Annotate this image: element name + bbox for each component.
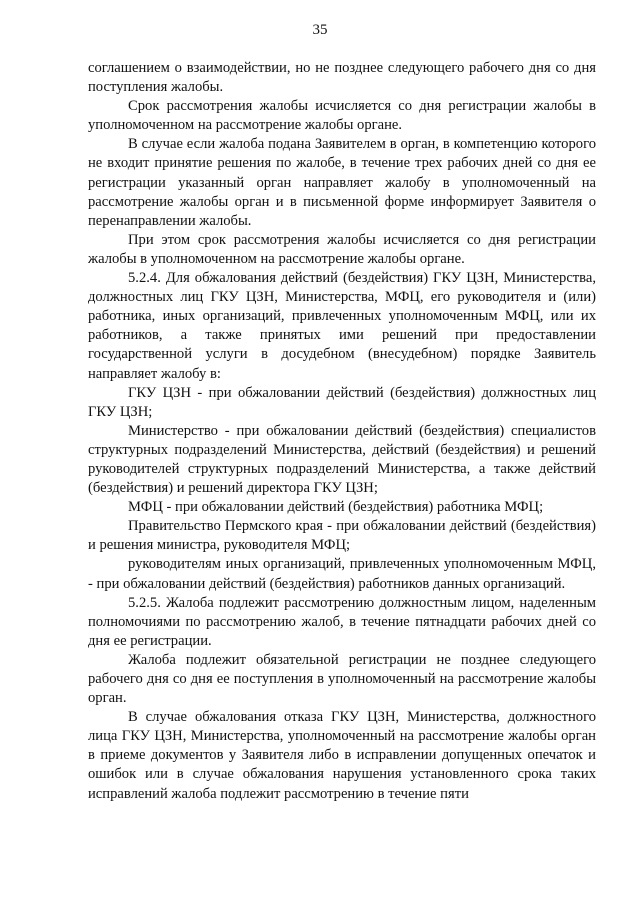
paragraph-mfc: МФЦ - при обжаловании действий (бездействия) работника МФЦ; (128, 499, 544, 516)
paragraph-ministry: Министерство - при обжаловании действий (бездействия) специалистов структурных подразделений Министерства, действий (бездействия) и решений руководителей структурных подразделений Министерства, а также действий (бездействия) и решений директора ГКУ ЦЗН; (88, 422, 596, 497)
paragraph-review-term: Срок рассмотрения жалобы исчисляется со дня регистрации жалобы в уполномоченном на рассмотрение жалобы органе. (88, 98, 596, 134)
paragraph-redirect: В случае если жалоба подана Заявителем в орган, в компетенцию которого не входит принятие решения по жалобе, в течение трех рабочих дней со дня ее регистрации указанный орган направляет жалобу в уполномоченный на рассмотрение жалобы орган и в письменной форме информирует Заявителя о перенаправлении жалобы. (88, 136, 596, 229)
page-number: 35 (312, 22, 328, 38)
document-body (88, 59, 596, 804)
paragraph-gku-czn: ГКУ ЦЗН - при обжаловании действий (бездействия) должностных лиц ГКУ ЦЗН; (88, 384, 596, 420)
paragraph-redirect-term: При этом срок рассмотрения жалобы исчисляется со дня регистрации жалобы в уполномоченном на рассмотрение жалобы органе. (88, 231, 596, 267)
paragraph-5-2-5: 5.2.5. Жалоба подлежит рассмотрению должностным лицом, наделенным полномочиями по рассмотрению жалоб, в течение пятнадцати рабочих дней со дня ее регистрации. (88, 594, 596, 649)
paragraph-registration: Жалоба подлежит обязательной регистрации не позднее следующего рабочего дня со дня ее поступления в уполномоченный на рассмотрение жалобы орган. (88, 651, 596, 707)
paragraph-5-2-4: 5.2.4. Для обжалования действий (бездействия) ГКУ ЦЗН, Министерства, должностных лиц ГКУ ЦЗН, Министерства, МФЦ, его руководителя и (или) работника, иных организаций, привлеченных уполномоченным МФЦ, или их работников, а также принятых ими решений при предоставлении государственной услуги в досудебном (внесудебном) порядке Заявитель направляет жалобу в: (88, 270, 596, 382)
paragraph-refusal-appeal: В случае обжалования отказа ГКУ ЦЗН, Министерства, должностного лица ГКУ ЦЗН, Министерства, уполномоченный на рассмотрение жалобы орган в приеме документов у Заявителя либо в исправлении допущенных опечаток и ошибок или в случае обжалования нарушения установленного срока таких исправлений жалоба подлежит рассмотрению в течение пяти (88, 709, 596, 802)
paragraph-continuation: соглашением о взаимодействии, но не позднее следующего рабочего дня со дня поступления жалобы. (88, 60, 596, 96)
paragraph-government: Правительство Пермского края - при обжаловании действий (бездействия) и решения министра, руководителя МФЦ; (88, 518, 596, 554)
paragraph-other-orgs: руководителям иных организаций, привлеченных уполномоченным МФЦ, - при обжаловании действий (бездействия) работников данных организаций. (88, 556, 596, 592)
